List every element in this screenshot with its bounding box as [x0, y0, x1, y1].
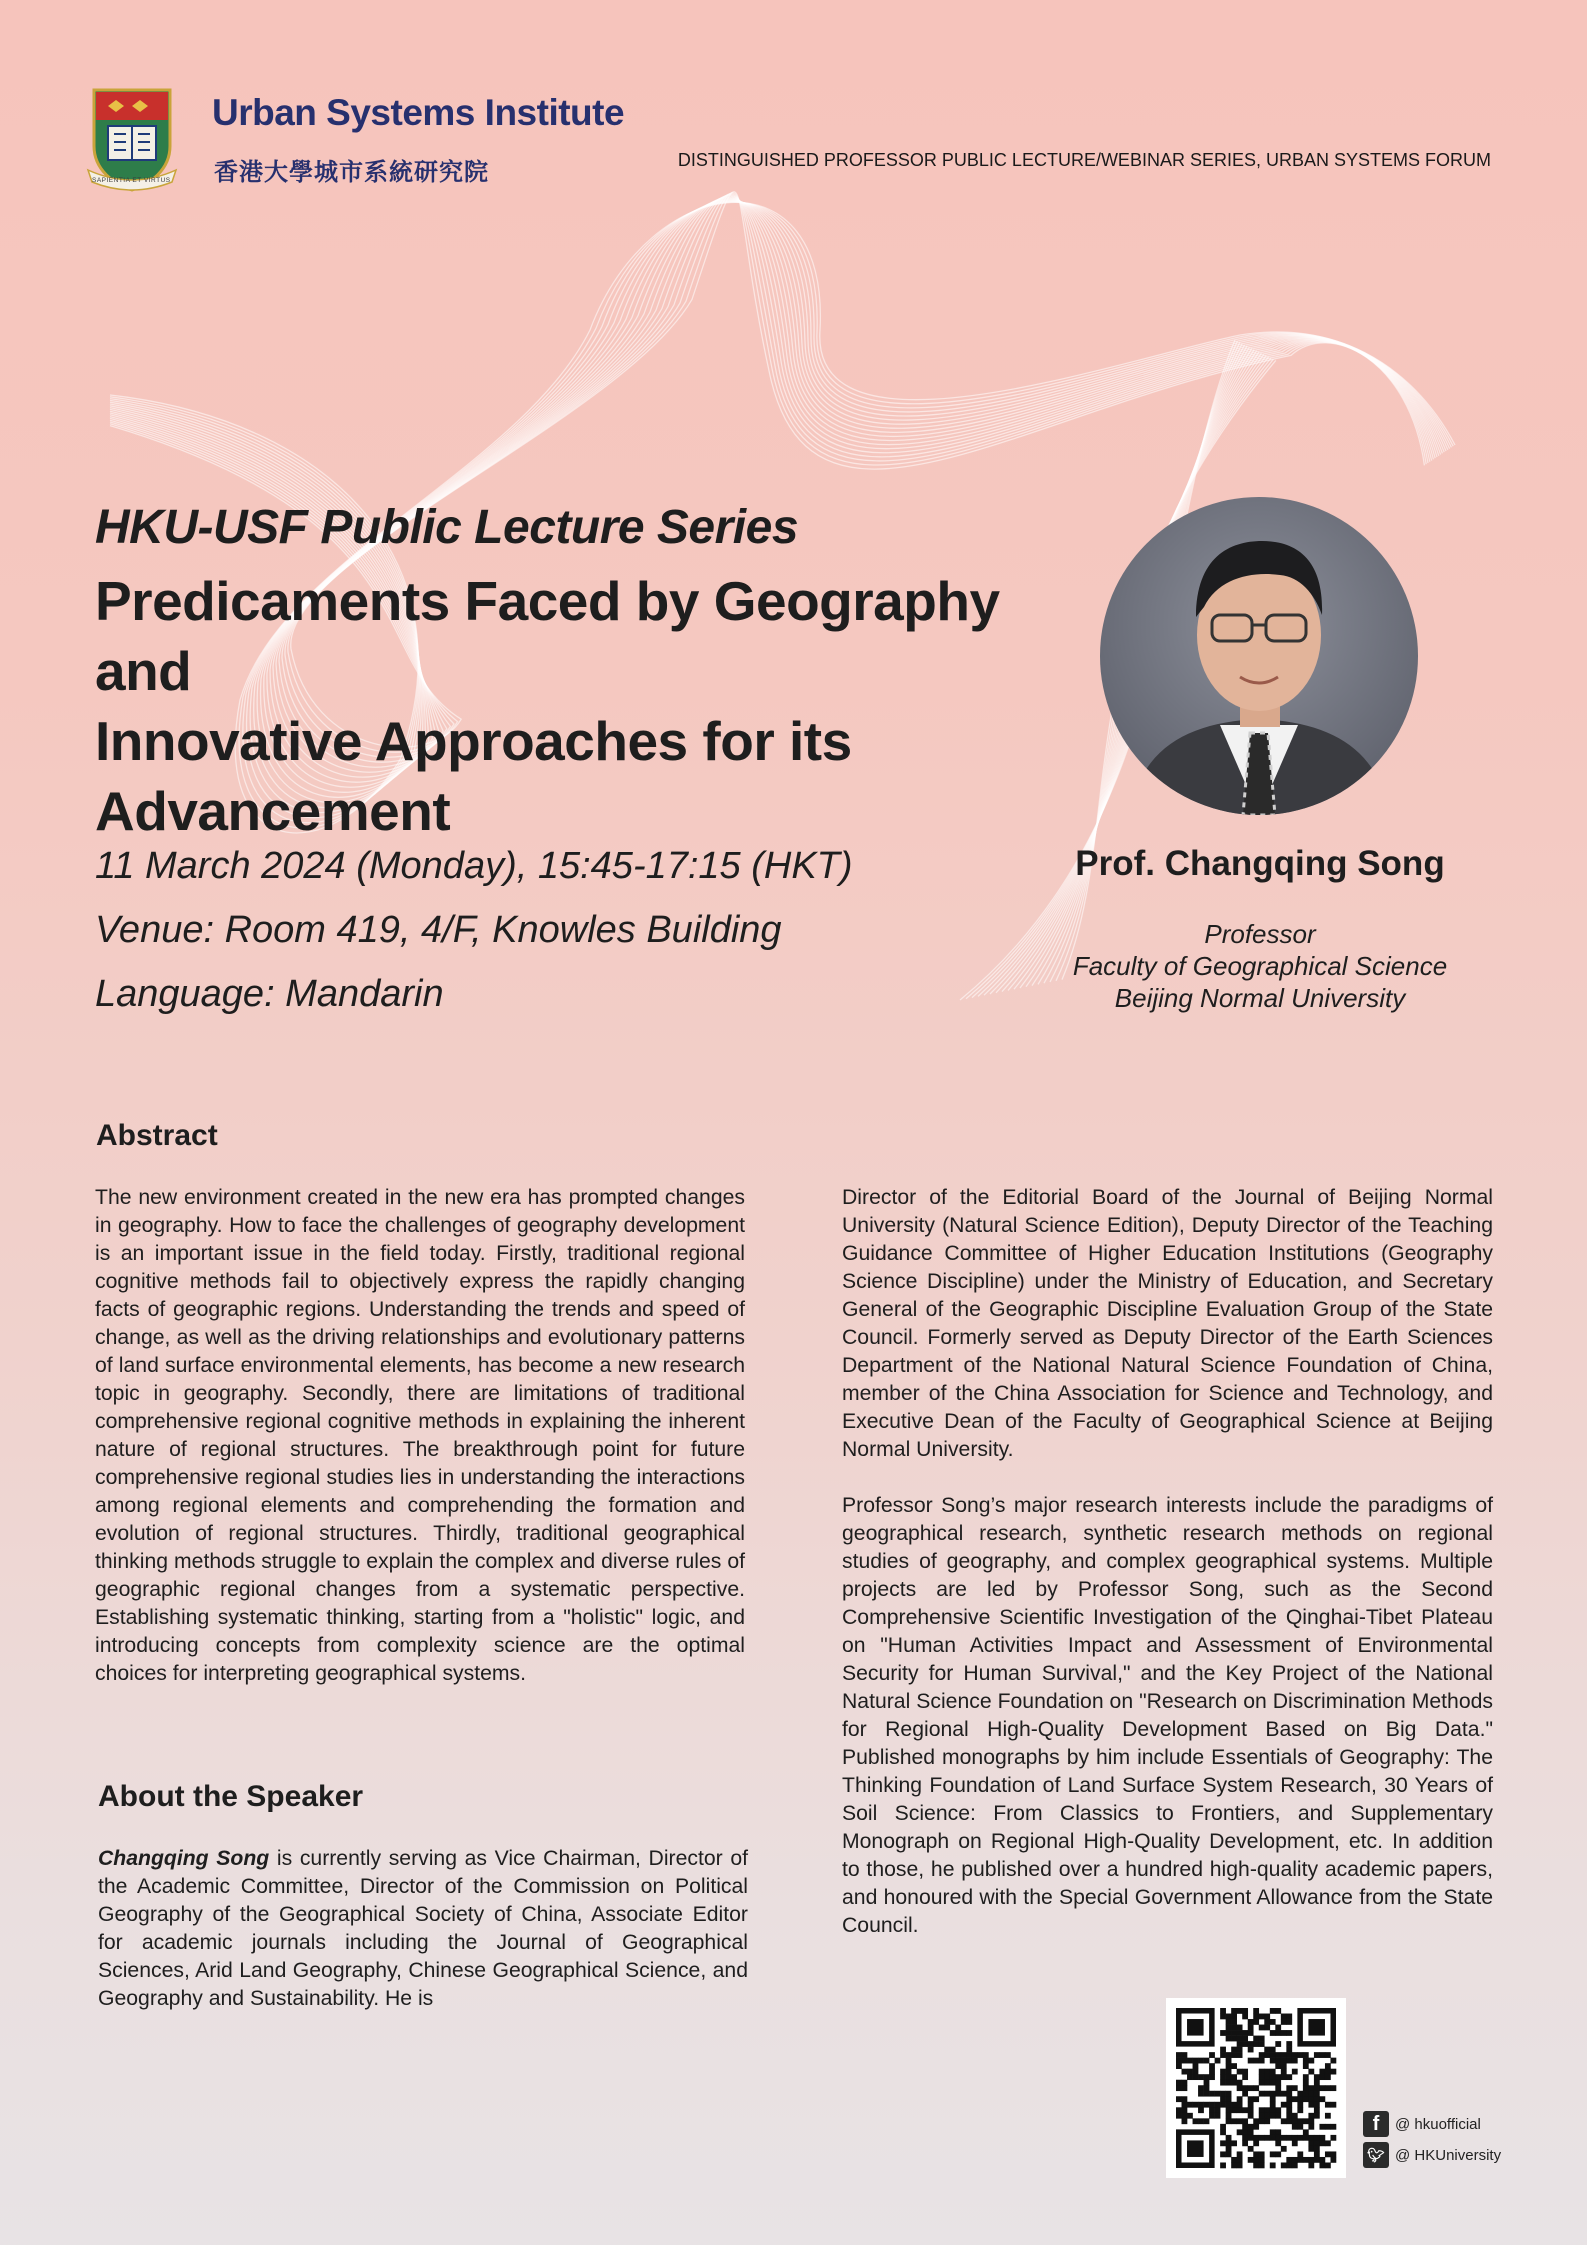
lecture-datetime: 11 March 2024 (Monday), 15:45-17:15 (HKT): [95, 845, 853, 887]
lecture-title-line: Advancement: [95, 780, 451, 842]
about-paragraph-2: Professor Song’s major research interests include the paradigms of geographical research, synthetic research methods on regional studies of geography, and complex geographical systems. Multiple projects are led by Professor Song, such as the Second Comprehensive Scientific Investigation of the Qinghai-Tibet Plateau on "Human Activities Impact and Assessment of Environmental Security for Human Survival," and the Key Project of the National Natural Science Foundation on "Research on Discrimination Methods for Regional High-Quality Development Based on Big Data." Published monographs by him include Essentials of Geography: The Thinking Foundation of Land Surface System Research, 30 Years of Soil Science: From Classics to Frontiers, and Supplementary Monograph on Regional High-Quality Development, etc. In addition to those, he published over a hundred high-quality academic papers, and honoured with the Special Government Allowance from the State Council.: [842, 1494, 1493, 1937]
facebook-icon: f: [1363, 2111, 1389, 2137]
crest-motto: SAPIENTIA ET VIRTUS: [92, 177, 171, 184]
social-twitter[interactable]: [1363, 2142, 1501, 2168]
speaker-bold-name: Changqing Song: [98, 1847, 270, 1870]
institute-name-zh: 香港大學城市系統研究院: [214, 159, 489, 186]
lecture-title: [95, 566, 1075, 846]
speaker-position: Professor: [1204, 919, 1316, 949]
speaker-portrait: [1100, 497, 1418, 815]
about-speaker-text-left: [98, 1845, 748, 2013]
lecture-title-line: Innovative Approaches for its: [95, 710, 852, 772]
about-speaker-text-right: [842, 1184, 1493, 1940]
series-banner: DISTINGUISHED PROFESSOR PUBLIC LECTURE/WEBINAR SERIES, URBAN SYSTEMS FORUM: [677, 150, 1491, 170]
lecture-venue: Venue: Room 419, 4/F, Knowles Building: [95, 909, 782, 951]
about-paragraph-1a: is currently serving as Vice Chairman, Director of the Academic Committee, Director of the Commission on Political Geography of the Geographical Society of China, Associate Editor for academic journals including the Journal of Geographical Sciences, Arid Land Geography, Chinese Geographical Science, and Geography and Sustainability. He is: [98, 1847, 748, 2010]
lecture-language: Language: Mandarin: [95, 973, 444, 1015]
abstract-text: [95, 1184, 745, 1688]
speaker-name: Prof. Changqing Song: [1075, 844, 1445, 883]
lecture-title-line: Predicaments Faced by Geography and: [95, 570, 1000, 702]
twitter-icon: 🐦︎: [1363, 2142, 1389, 2168]
about-paragraph-1b: Director of the Editorial Board of the Journal of Beijing Normal University (Natural Science Edition), Deputy Director of the Teaching Guidance Committee of Higher Education Institutions (Geography Science Discipline) under the Ministry of Education, and Secretary General of the Geographic Discipline Evaluation Group of the State Council. Formerly served as Deputy Director of the Earth Sciences Department of the National Natural Science Foundation of China, member of the China Association for Science and Technology, and Executive Dean of the Faculty of Geographical Science at Beijing Normal University.: [842, 1186, 1493, 1461]
speaker-faculty: Faculty of Geographical Science: [1072, 951, 1448, 981]
lecture-series-title: HKU-USF Public Lecture Series: [95, 501, 799, 554]
abstract-heading: Abstract: [96, 1119, 218, 1152]
about-speaker-heading: About the Speaker: [98, 1780, 364, 1813]
institute-name-en: Urban Systems Institute: [212, 92, 625, 133]
social-facebook[interactable]: [1363, 2111, 1481, 2137]
speaker-university: Beijing Normal University: [1114, 983, 1406, 1013]
abstract-paragraph: The new environment created in the new era has prompted changes in geography. How to face the challenges of geography development is an important issue in the field today. Firstly, traditional regional cognitive methods fail to objectively express the rapidly changing facts of geographic regions. Understanding the trends and speed of change, as well as the driving relationships and evolutionary patterns of land surface environmental elements, has become a new research topic in geography. Secondly, there are limitations of traditional comprehensive regional cognitive methods in explaining the inherent nature of regional structures. The breakthrough point for future comprehensive regional studies lies in understanding the interactions among regional elements and comprehending the formation and evolution of regional structures. Thirdly, traditional geographical thinking methods struggle to explain the complex and diverse rules of geographic regional changes from a systematic perspective. Establishing systematic thinking, starting from a "holistic" logic, and introducing concepts from complexity science are the optimal choices for interpreting geographical systems.: [95, 1186, 745, 1685]
facebook-handle: @ hkuofficial: [1395, 2115, 1481, 2133]
twitter-handle: @ HKUniversity: [1395, 2146, 1502, 2164]
qr-code[interactable]: [1166, 1998, 1346, 2178]
